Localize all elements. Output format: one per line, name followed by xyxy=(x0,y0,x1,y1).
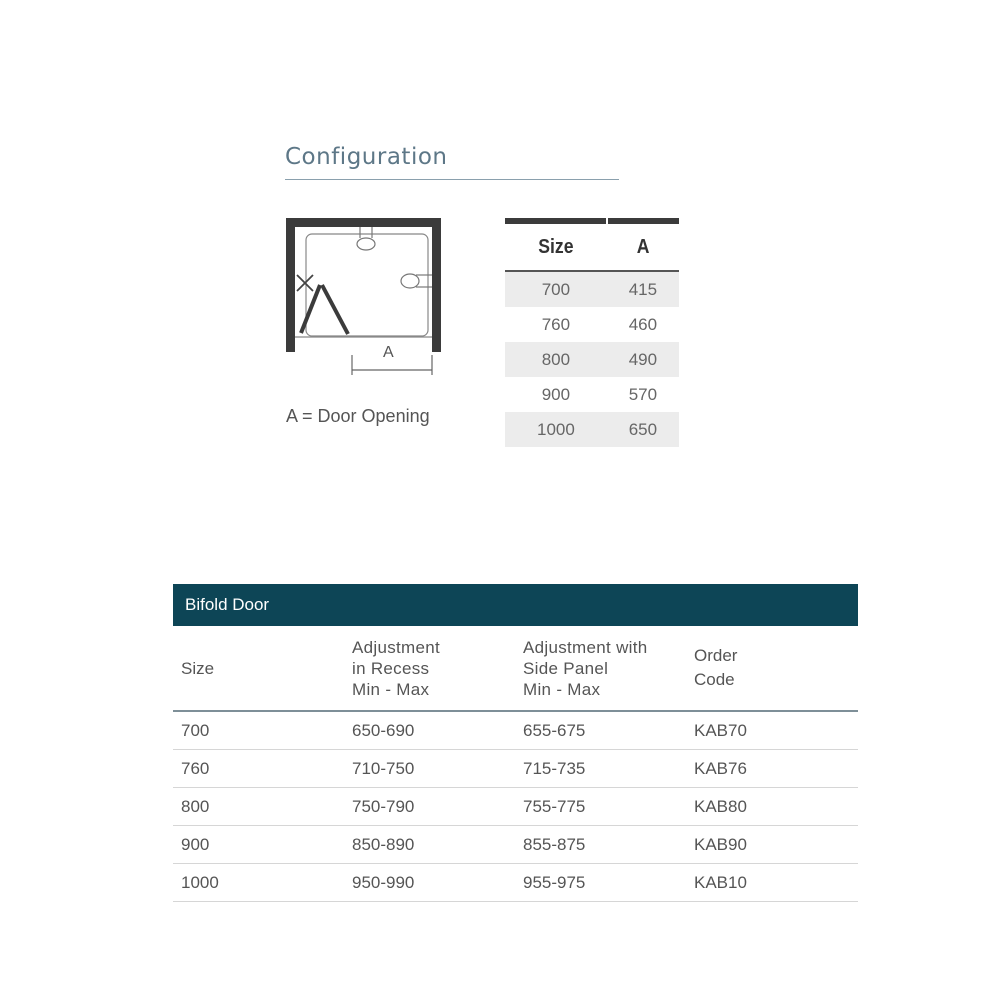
size-cell: 900 xyxy=(541,384,571,404)
size-cell: 900 xyxy=(173,826,344,864)
size-column-header: Size xyxy=(511,224,601,271)
table-row xyxy=(505,342,679,377)
side-panel-range-cell: 955-975 xyxy=(515,864,686,902)
size-opening-table xyxy=(505,218,679,447)
table-row xyxy=(505,271,679,307)
table-row xyxy=(173,864,858,902)
dimension-a-label: A xyxy=(383,344,394,361)
size-cell: 800 xyxy=(505,342,607,377)
size-cell: 1000 xyxy=(505,412,607,447)
order-code-column-header: Order Code xyxy=(686,626,858,711)
recess-range-cell: 750-790 xyxy=(344,788,515,826)
adjustment-side-panel-column-header: Adjustment with Side Panel Min - Max xyxy=(515,626,686,711)
a-cell: 460 xyxy=(628,314,658,334)
size-cell: 760 xyxy=(173,750,344,788)
table-row xyxy=(173,788,858,826)
recess-range-cell: 710-750 xyxy=(344,750,515,788)
table-row xyxy=(173,711,858,750)
size-cell: 1000 xyxy=(173,864,344,902)
size-cell: 700 xyxy=(173,711,344,750)
size-cell: 760 xyxy=(541,314,571,334)
recess-range-cell: 950-990 xyxy=(344,864,515,902)
top-tap-icon xyxy=(357,227,375,250)
table-header-row xyxy=(505,224,679,271)
table-row xyxy=(505,412,679,447)
table-row xyxy=(173,826,858,864)
configuration-title: Configuration xyxy=(285,144,448,170)
order-code-cell: KAB70 xyxy=(686,711,858,750)
adjustment-recess-column-header: Adjustment in Recess Min - Max xyxy=(344,626,515,711)
side-panel-range-cell: 855-875 xyxy=(515,826,686,864)
right-tap-icon xyxy=(401,274,432,288)
side-panel-range-cell: 755-775 xyxy=(515,788,686,826)
table-row xyxy=(173,750,858,788)
a-cell: 570 xyxy=(628,384,658,404)
diagram-caption: A = Door Opening xyxy=(286,406,430,426)
left-wall xyxy=(286,218,295,352)
bifold-door-panels-icon xyxy=(301,285,348,334)
recess-range-cell: 650-690 xyxy=(344,711,515,750)
order-code-cell: KAB80 xyxy=(686,788,858,826)
order-code-cell: KAB10 xyxy=(686,864,858,902)
a-cell: 415 xyxy=(607,271,679,307)
side-panel-range-cell: 715-735 xyxy=(515,750,686,788)
top-wall xyxy=(286,218,441,227)
a-column-header: A xyxy=(611,224,675,271)
order-code-cell: KAB90 xyxy=(686,826,858,864)
recess-range-cell: 850-890 xyxy=(344,826,515,864)
configuration-title-rule xyxy=(285,179,619,180)
size-column-header: Size xyxy=(173,626,344,711)
hinge-cross-icon xyxy=(297,275,313,291)
shower-configuration-diagram xyxy=(282,215,452,380)
table-row xyxy=(505,377,679,412)
size-cell: 800 xyxy=(173,788,344,826)
table-row xyxy=(505,307,679,342)
a-cell: 490 xyxy=(607,342,679,377)
side-panel-range-cell: 655-675 xyxy=(515,711,686,750)
table-header-row xyxy=(173,626,858,711)
order-code-cell: KAB76 xyxy=(686,750,858,788)
a-cell: 650 xyxy=(607,412,679,447)
bifold-door-table-title: Bifold Door xyxy=(173,584,858,626)
right-wall xyxy=(432,218,441,352)
size-cell: 700 xyxy=(505,271,607,307)
bifold-door-table xyxy=(173,626,858,902)
bifold-door-table-section xyxy=(173,584,858,902)
